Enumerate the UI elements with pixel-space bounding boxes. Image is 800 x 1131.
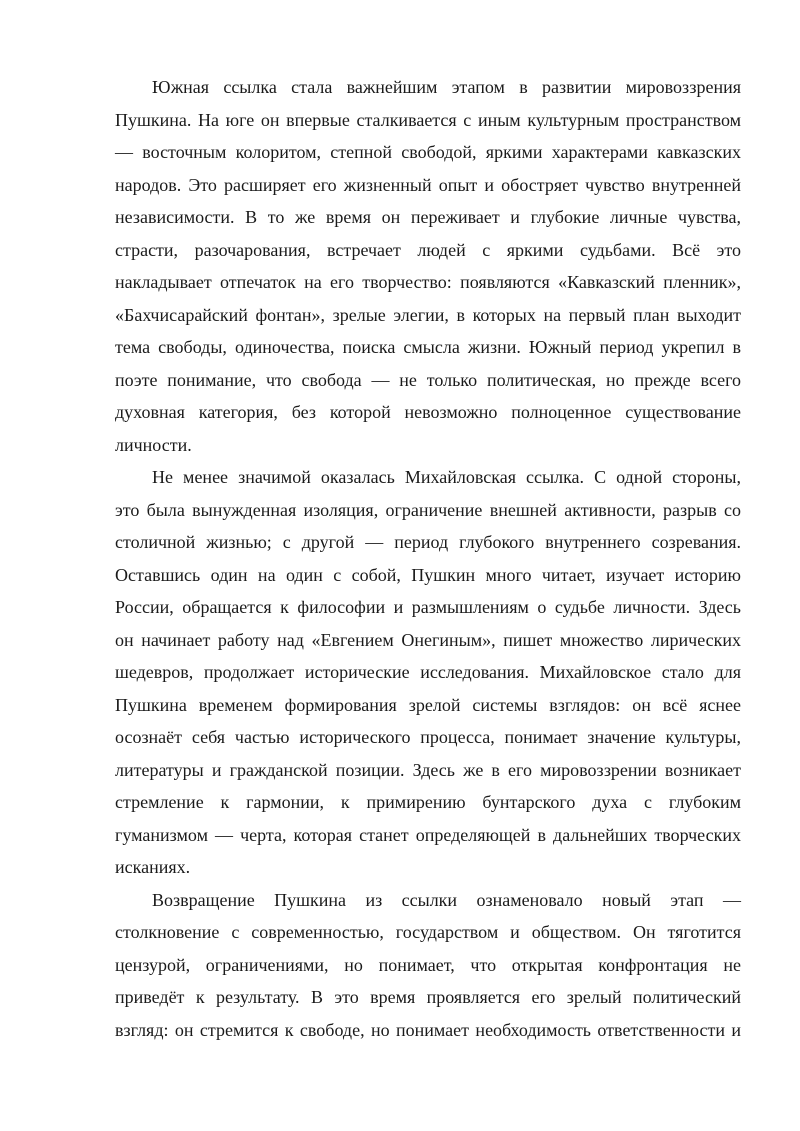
text-line: «Бахчисарайский фонтан», зрелые элегии, в которых на первый план выходит <box>115 304 741 325</box>
text-line: столичной жизнью; с другой — период глубокого внутреннего созревания. <box>115 532 741 552</box>
text-line: Возвращение Пушкина из ссылки ознаменовало новый этап — <box>152 889 741 910</box>
text-line: Не менее значимой оказалась Михайловская ссылка. С одной стороны, <box>152 467 741 487</box>
text-line: это была вынужденная изоляция, ограничение внешней активности, разрыв со <box>115 499 741 520</box>
text-line: исканиях. <box>115 857 191 877</box>
paragraph-3 <box>115 884 741 1047</box>
text-line: Южная ссылка стала важнейшим этапом в развитии мировоззрения <box>152 77 741 97</box>
text-line: народов. Это расширяет его жизненный опыт и обостряет чувство внутренней <box>115 174 741 195</box>
text-line: накладывает отпечаток на его творчество: появляются «Кавказский пленник», <box>115 272 741 292</box>
paragraph-1 <box>115 71 741 461</box>
text-line: взгляд: он стремится к свободе, но понимает необходимость ответственности и <box>115 1019 741 1040</box>
text-line: столкновение с современностью, государством и обществом. Он тяготится <box>115 922 741 942</box>
text-line: стремление к гармонии, к примирению бунтарского духа с глубоким <box>115 792 741 812</box>
paragraph-2 <box>115 461 741 884</box>
text-line: страсти, разочарования, встречает людей с яркими судьбами. Всё это <box>115 239 741 260</box>
text-line: гуманизмом — черта, которая станет определяющей в дальнейших творческих <box>115 824 741 845</box>
text-line: Пушкина временем формирования зрелой системы взглядов: он всё яснее <box>115 694 741 715</box>
text-line: России, обращается к философии и размышлениям о судьбе личности. Здесь <box>115 597 741 617</box>
text-line: цензурой, ограничениями, но понимает, что открытая конфронтация не <box>115 954 741 975</box>
text-line: приведёт к результату. В это время проявляется его зрелый политический <box>115 987 741 1007</box>
text-line: поэте понимание, что свобода — не только политическая, но прежде всего <box>115 369 741 390</box>
text-line: личности. <box>115 434 192 455</box>
text-line: он начинает работу над «Евгением Онегиным», пишет множество лирических <box>115 629 741 650</box>
body-text <box>115 71 741 1046</box>
text-line: литературы и гражданской позиции. Здесь же в его мировоззрении возникает <box>115 759 741 780</box>
text-line: шедевров, продолжает исторические исследования. Михайловское стало для <box>115 662 741 682</box>
text-line: — восточным колоритом, степной свободой, яркими характерами кавказских <box>115 142 741 162</box>
text-line: Пушкина. На юге он впервые сталкивается с иным культурным пространством <box>115 109 741 130</box>
text-line: осознаёт себя частью исторического процесса, понимает значение культуры, <box>115 727 741 747</box>
text-line: Оставшись один на один с собой, Пушкин много читает, изучает историю <box>115 564 741 585</box>
text-line: духовная категория, без которой невозможно полноценное существование <box>115 402 741 422</box>
text-line: независимости. В то же время он переживает и глубокие личные чувства, <box>115 207 741 227</box>
text-line: тема свободы, одиночества, поиска смысла жизни. Южный период укрепил в <box>115 337 741 357</box>
